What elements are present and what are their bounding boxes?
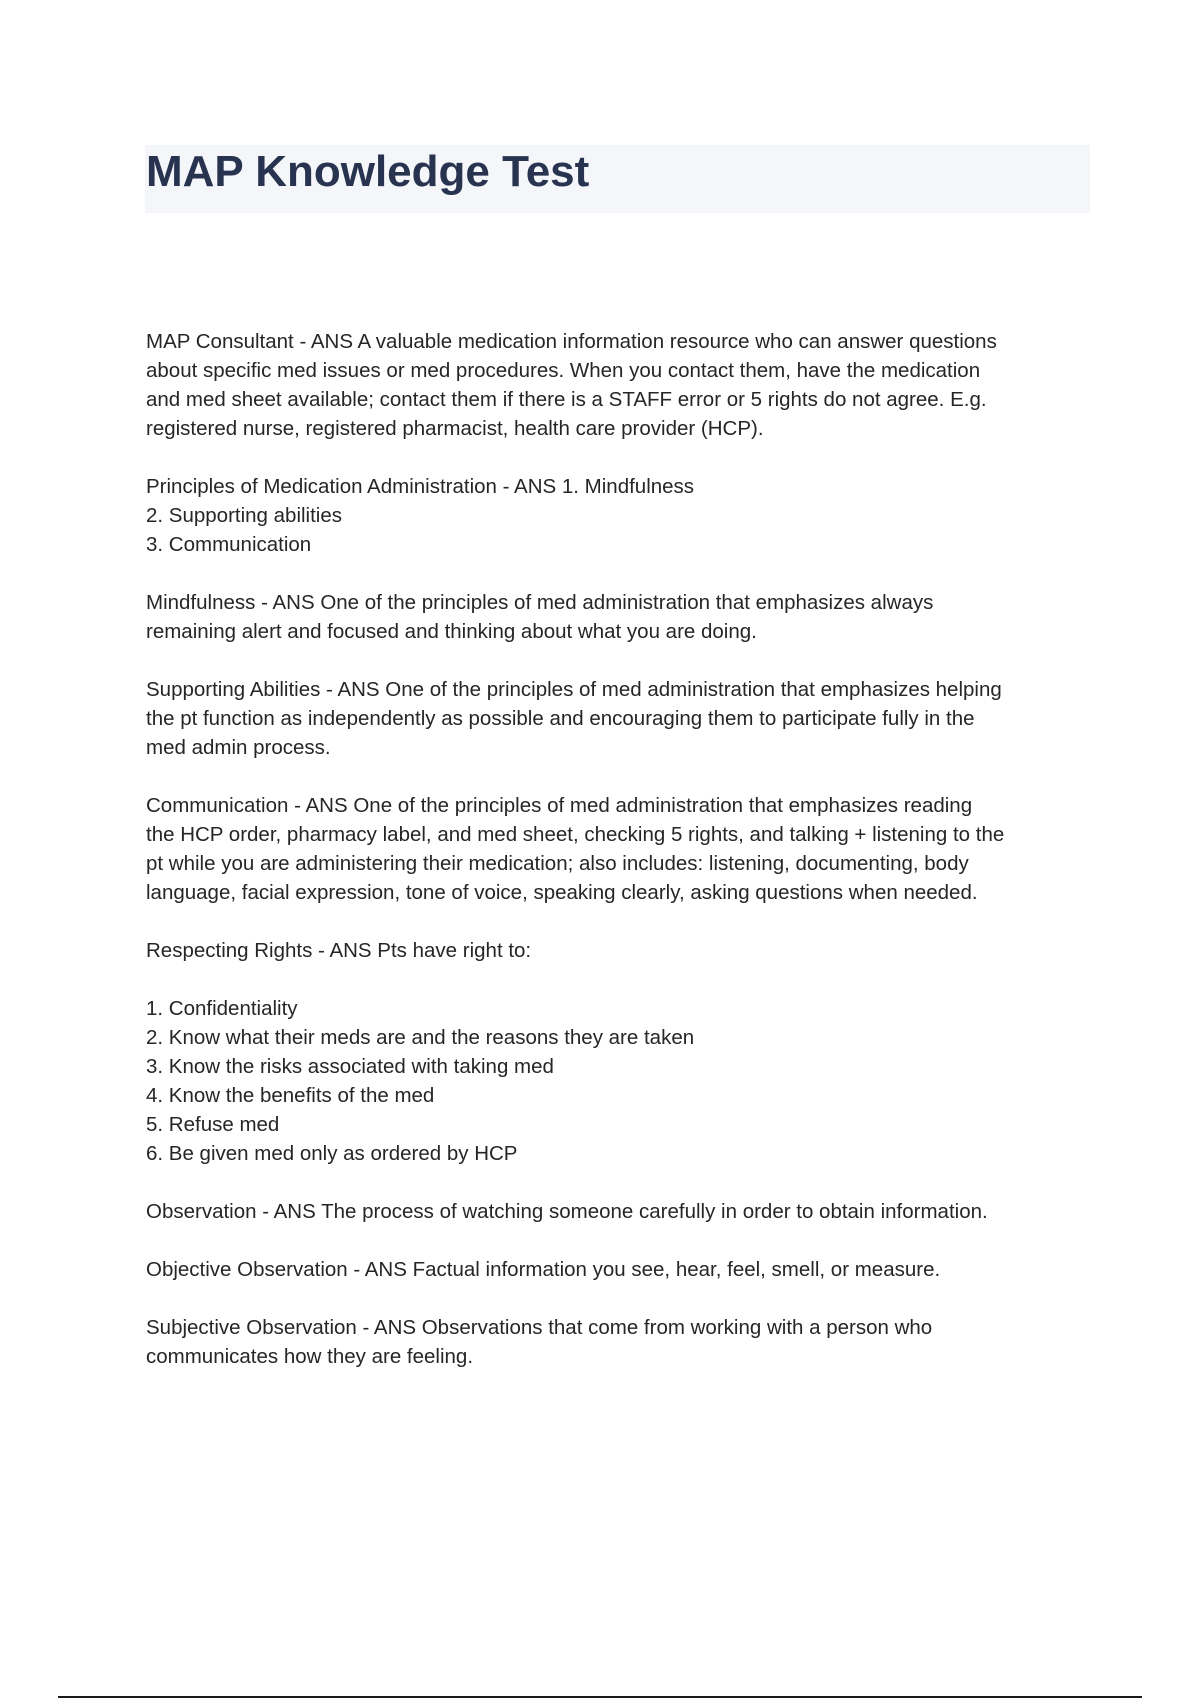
entry-line: pt while you are administering their medication; also includes: listening, documenting, body [146, 852, 969, 875]
entry-line: Communication - ANS One of the principles of med administration that emphasizes reading [146, 794, 973, 817]
entry-line: MAP Consultant - ANS A valuable medication information resource who can answer questions [146, 330, 997, 353]
entry-line: Subjective Observation - ANS Observations that come from working with a person who [146, 1316, 933, 1339]
entry-line: 5. Refuse med [146, 1113, 280, 1136]
flashcard-entry [146, 472, 1096, 559]
entry-line: 3. Communication [146, 533, 312, 556]
entry-line: the HCP order, pharmacy label, and med sheet, checking 5 rights, and talking + listening to the [146, 823, 1005, 846]
entry-line: and med sheet available; contact them if there is a STAFF error or 5 rights do not agree. E.g. [146, 388, 987, 411]
entry-line: Supporting Abilities - ANS One of the principles of med administration that emphasizes helping [146, 678, 1002, 701]
entry-line: language, facial expression, tone of voice, speaking clearly, asking questions when needed. [146, 881, 978, 904]
entry-line: Respecting Rights - ANS Pts have right to: [146, 939, 532, 962]
entry-line: 1. Confidentiality [146, 997, 298, 1020]
flashcard-entry [146, 588, 1096, 646]
entry-line: communicates how they are feeling. [146, 1345, 474, 1368]
footer-rule [58, 1696, 1142, 1698]
flashcard-entry [146, 1313, 1096, 1371]
entry-line: 3. Know the risks associated with taking med [146, 1055, 554, 1078]
document-body [146, 327, 1096, 1400]
entry-line: Mindfulness - ANS One of the principles of med administration that emphasizes always [146, 591, 934, 614]
entry-line: 4. Know the benefits of the med [146, 1084, 435, 1107]
entry-line: the pt function as independently as possible and encouraging them to participate fully in the [146, 707, 975, 730]
entry-line: about specific med issues or med procedures. When you contact them, have the medication [146, 359, 981, 382]
flashcard-entry [146, 1255, 1096, 1284]
flashcard-entry [146, 1197, 1096, 1226]
entry-line: med admin process. [146, 736, 331, 759]
entry-line: 2. Know what their meds are and the reasons they are taken [146, 1026, 695, 1049]
blank-line [146, 965, 1096, 994]
flashcard-entry [146, 327, 1096, 443]
flashcard-entry [146, 675, 1096, 762]
flashcard-entry [146, 936, 1096, 1168]
flashcard-entry [146, 791, 1096, 907]
entry-line: remaining alert and focused and thinking about what you are doing. [146, 620, 757, 643]
entry-line: Observation - ANS The process of watching someone carefully in order to obtain information. [146, 1200, 988, 1223]
entry-line: 6. Be given med only as ordered by HCP [146, 1142, 518, 1165]
entry-line: Principles of Medication Administration - ANS 1. Mindfulness [146, 475, 695, 498]
entry-line: 2. Supporting abilities [146, 504, 343, 527]
entry-line: Objective Observation - ANS Factual information you see, hear, feel, smell, or measure. [146, 1258, 941, 1281]
page-title: MAP Knowledge Test [146, 147, 590, 196]
entry-line: registered nurse, registered pharmacist, health care provider (HCP). [146, 417, 764, 440]
